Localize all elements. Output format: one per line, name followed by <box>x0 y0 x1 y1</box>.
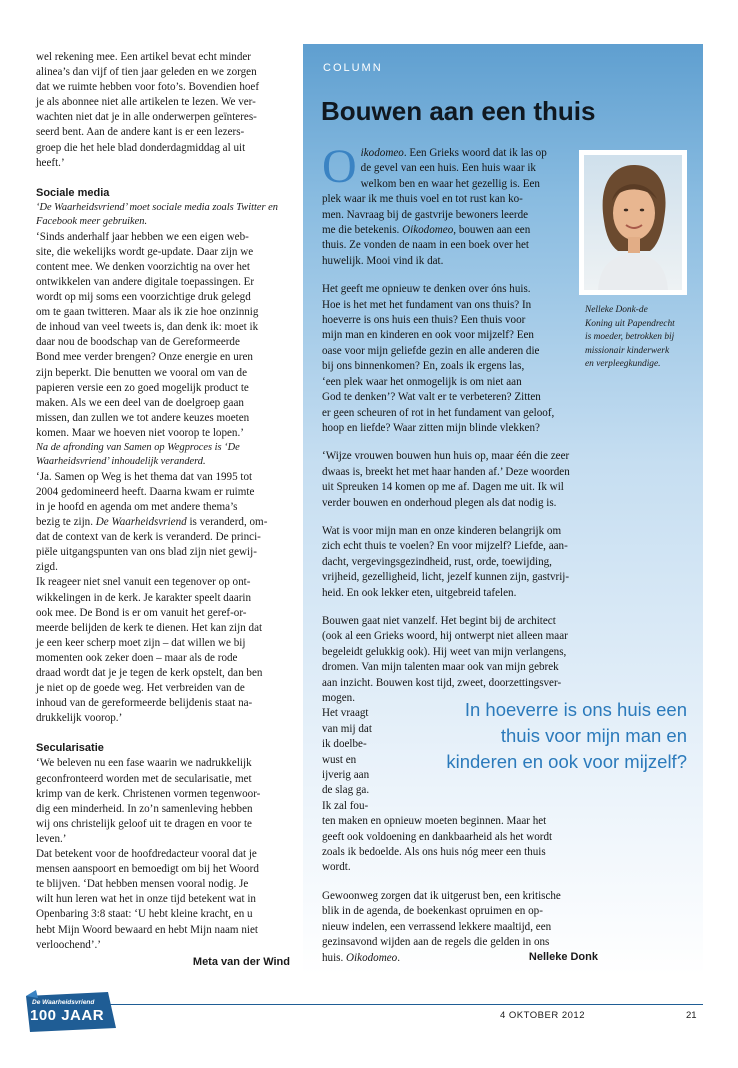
author-photo <box>584 155 682 290</box>
section-heading-social-media: Sociale media <box>36 186 110 199</box>
footer-rule <box>110 1004 703 1005</box>
logo-text-small: De Waarheidsvriend <box>32 999 95 1006</box>
column-author: Nelleke Donk <box>528 951 598 963</box>
drop-cap: O <box>322 140 357 193</box>
section-heading-secularisation: Secularisatie <box>36 742 104 755</box>
column-body <box>322 140 570 966</box>
paragraph-4: Wat is voor mijn man en onze kinderen belangrijk om zich echt thuis te voelen? En voor mijzelf? Liefde, aan- dacht, vergevingsgezindheid, rust, orde, toewijding, vrijheid, gezelligheid, licht, jezelf kunnen zijn, gastvrij- heid. En ook lekker eten, uitgebreid tafelen. <box>322 524 570 599</box>
paragraph-6: Gewoonweg zorgen dat ik uitgerust ben, een kritische blik in de agenda, de boekenkast opruimen en op- nieuw indelen, een verrassend lekkere maaltijd, een gezinsavond wijden aan de regels die gelden in ons huis. Oikodomeo. <box>322 889 561 964</box>
paragraph-5: Bouwen gaat niet vanzelf. Het begint bij de architect (ook al een Grieks woord, hij ontwerpt niet alleen maar begeleidt gelukkig ook). Hij weet van mijn verlangens, dromen. Van mijn talenten maar ook van mijn gebrek aan inzicht. Bouwen kost tijd, zweet, doorzettingsver- mogen. Het vraagt van mij dat ik doelbe- wust en ijverig aan de slag ga. Ik zal fou- ten maken en opnieuw moeten beginnen. Maar het geeft ook voldoening en dankbaarheid als het wordt zoals ik bedoelde. Als ons huis nóg meer een thuis wordt. <box>322 614 568 874</box>
issue-date: 4 OKTOBER 2012 <box>500 1010 585 1021</box>
article-author: Meta van der Wind <box>192 955 290 968</box>
column-title: Bouwen aan een thuis <box>321 96 596 126</box>
interview-column <box>36 50 290 970</box>
page-number: 21 <box>686 1010 697 1021</box>
paragraph-1: O ikodomeo. Een Grieks woord dat ik las op de gevel van een huis. Een huis waar ik welkom ben en waar het gezellig is. Een plek waar ik me thuis voel en tot rust kan ko- men. Navraag bij de gastvrije bewoners leerde me die betekenis. Oikodomeo, bouwen aan een thuis. Ze vonden de naam in een boek over het huwelijk. Mooi vind ik dat. <box>322 140 547 267</box>
question: Waarheidsvriend’ inhoudelijk veranderd. <box>36 456 206 468</box>
question: Facebook meer gebruiken. <box>36 216 148 228</box>
paragraph-2: Het geeft me opnieuw te denken over óns huis. Hoe is het met het fundament van ons thuis? In hoeverre is ons huis een thuis? Een thuis voor mijn man en kinderen en ook voor mijzelf? Een oase voor mijn geliefde gezin en alle anderen die bij ons binnenkomen? En, zoals ik ergens las, ‘een plek waar het onmogelijk is om niet aan God te denken’? Wat valt er te verbeteren? Zitten er geen scheuren of rot in het fundament van geloof, hoop en liefde? Waar zitten mijn blinde vlekken? <box>322 283 555 434</box>
answer-paragraph: ‘Sinds anderhalf jaar hebben we een eigen web- site, die wekelijks wordt ge-update. Daar zijn we content mee. We denken voorzichtig na over het ontwikkelen van andere digitale toepassingen. Er wordt op mij soms een voorzichtige druk gelegd om te gaan twitteren. Maar als ik zie hoe onzinnig de inhoud van veel tweets is, dan denk ik: moet ik daar nou de boodschap van de Gereformeerde Bond mee verder brengen? Onze energie en uren zijn beperkt. Die benutten we vooral om van de papieren versie een zo goed mogelijk product te maken. Als we een deel van de doelgroep gaan missen, dan zullen we tot andere keuzes moeten komen. Maar we hoeven niet voorop te lopen.’ <box>36 230 259 439</box>
answer-paragraph: ‘We beleven nu een fase waarin we nadrukkelijk geconfronteerd worden met de secularisatie, met krimp van de kerk. Christenen vormen tegenwoor- dig een minderheid. In zo’n samenleving hebben wij ons christelijk geloof uit te dragen en voor te leven.’ Dat betekent voor de hoofdredacteur vooral dat je mensen aanspoort en bemoedigt om bij het Woord te blijven. ‘Dat hebben mensen vooral nodig. Je wilt hun leren wat het in onze tijd betekent wat in Openbaring 3:8 staat: ‘U hebt kleine kracht, en u hebt Mijn Woord bewaard en hebt Mijn naam niet verloochend’.’ <box>36 757 261 951</box>
question: Na de afronding van Samen op Wegproces is ‘De <box>36 441 240 453</box>
author-photo-frame <box>579 150 687 295</box>
intro-paragraph: wel rekening mee. Een artikel bevat echt minder alinea’s dan vijf of tien jaar geleden en we zorgen dat we ruimte hebben voor foto’s. Bovendien hoef je als abonnee niet alle artikelen te lezen. We ver- wachten niet dat je in alle onderwerpen geïnteres- seerd bent. Aan de andere kant is er een lezers- groep die het hele blad donderdagmiddag al uit heeft.’ <box>36 51 260 169</box>
answer-paragraph: ‘Ja. Samen op Weg is het thema dat van 1995 tot 2004 gedomineerd heeft. Daarna kwam er ruimte in je hoofd en agenda om met andere thema’s bezig te zijn. De Waarheidsvriend is veranderd, om- dat de context van de kerk is veranderd. De princi- piële uitgangspunten van ons blad zijn niet gewij- zigd. Ik reageer niet snel vanuit een tegenover op ont- wikkelingen in de kerk. Je karakter speelt daarin ook mee. De Bond is er om vanuit het geref-or- meerde belijden de kerk te dienen. Het kan zijn dat je een keer scherp moet zijn – dat willen we bij momenten ook zeker doen – maar als de rode draad wordt dat je je tegen de kerk opstelt, dan ben je niet op de goede weg. Het verbreiden van de inhoud van de gereformeerde belijdenis staat na- drukkelijk voorop.’ <box>36 470 268 725</box>
column-kicker: COLUMN <box>323 62 383 74</box>
question: ‘De Waarheidsvriend’ moet sociale media zoals Twitter en <box>36 201 278 213</box>
paragraph-3: ‘Wijze vrouwen bouwen hun huis op, maar één die zeer dwaas is, breekt het met haar handen af.’ Deze woorden uit Spreuken 14 komen op me af. Dagen me uit. Ik wil verder bouwen en onderhoud plegen als dat nodig is. <box>322 450 570 509</box>
logo-text-big: 100 JAAR <box>30 1007 105 1024</box>
photo-caption: Nelleke Donk-de Koning uit Papendrecht is moeder, betrokken bij missionair kinderwerk en verpleegkundige. <box>585 305 675 369</box>
pull-quote: In hoeverre is ons huis een thuis voor mijn man en kinderen en ook voor mijzelf? <box>446 699 687 772</box>
logo <box>26 990 118 1034</box>
